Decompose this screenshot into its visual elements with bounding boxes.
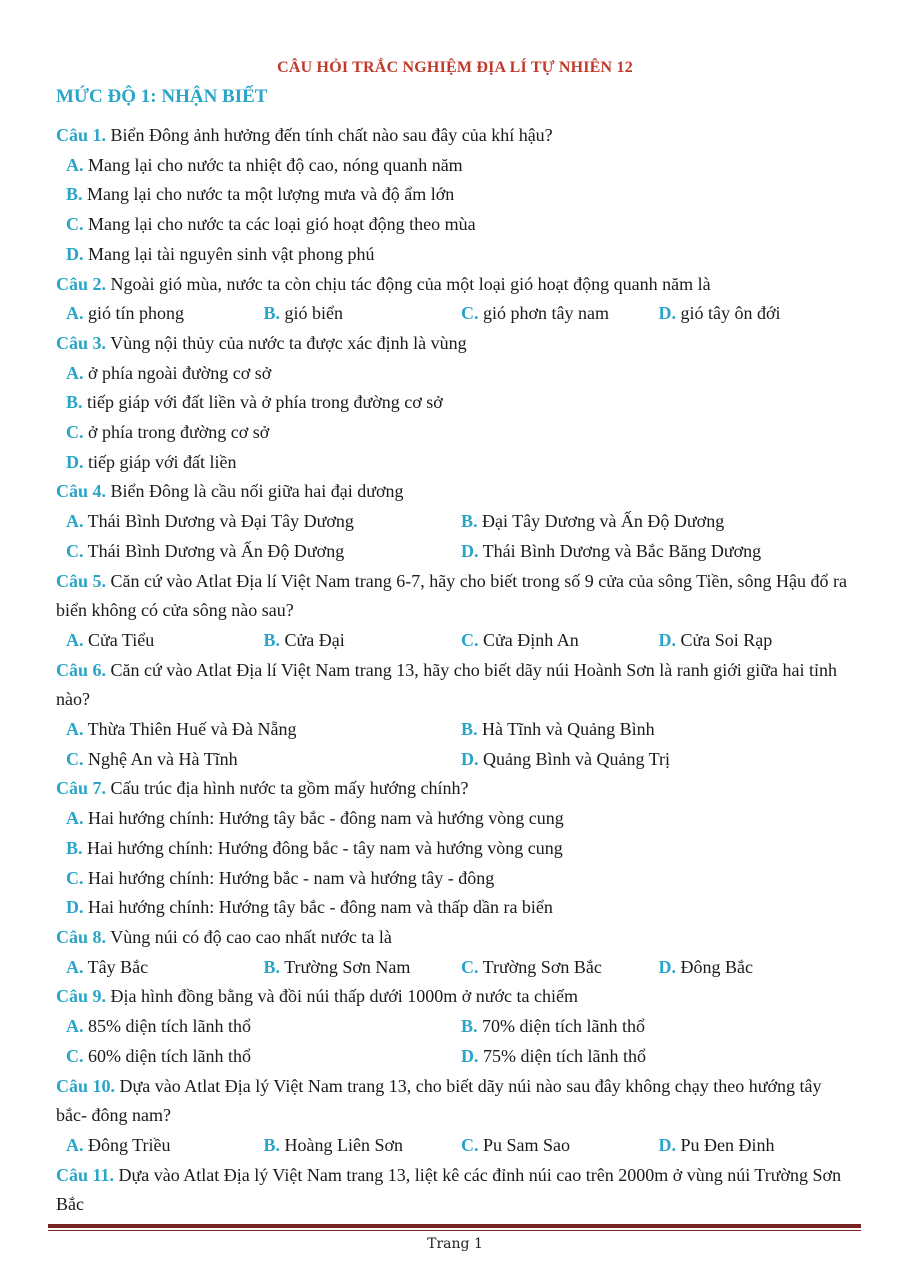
question-text: Địa hình đồng bằng và đồi núi thấp dưới 1000m ở nước ta chiếm <box>106 986 579 1007</box>
question-text: Căn cứ vào Atlat Địa lí Việt Nam trang 13, hãy cho biết dãy núi Hoành Sơn là ranh giới giữa hai tỉnh nào? <box>56 659 838 710</box>
answer-option <box>66 715 461 745</box>
question-text: Biển Đông ảnh hưởng đến tính chất nào sau đây của khí hậu? <box>106 125 553 145</box>
question-number: Câu 6. <box>56 659 107 680</box>
answer-options <box>56 804 856 923</box>
question <box>56 1072 856 1131</box>
option-letter: A. <box>66 1016 84 1037</box>
question <box>56 270 856 300</box>
option-letter: D. <box>66 243 84 264</box>
answer-option <box>66 893 553 923</box>
option-letter: C. <box>66 540 84 561</box>
option-text: gió biển <box>280 303 344 324</box>
option-text: tiếp giáp với đất liền và ở phía trong đường cơ sở <box>82 392 443 413</box>
option-row <box>56 418 856 448</box>
question-number: Câu 11. <box>56 1164 115 1185</box>
option-row <box>56 448 856 478</box>
footer-rule-thin <box>48 1230 861 1231</box>
option-text: Đông Triều <box>83 1134 171 1155</box>
option-text: 75% diện tích lãnh thổ <box>478 1045 646 1066</box>
option-letter: C. <box>66 1045 84 1066</box>
option-row <box>56 151 856 181</box>
option-letter: B. <box>263 1134 281 1155</box>
question-text: Vùng núi có độ cao cao nhất nước ta là <box>106 926 392 947</box>
answer-option <box>461 1042 856 1072</box>
question-number: Câu 2. <box>56 273 107 294</box>
option-text: Thừa Thiên Huế và Đà Nẵng <box>83 719 297 740</box>
option-text: gió phơn tây nam <box>478 303 609 324</box>
option-letter: D. <box>658 1134 676 1155</box>
option-letter: B. <box>263 629 281 650</box>
question <box>56 121 856 151</box>
answer-option <box>66 745 461 775</box>
option-text: Hai hướng chính: Hướng tây bắc - đông nam và thấp dần ra biển <box>83 897 553 918</box>
option-text: Đại Tây Dương và Ấn Độ Dương <box>477 511 725 532</box>
option-letter: D. <box>66 897 84 918</box>
question-number: Câu 1. <box>56 125 107 145</box>
option-text: Pu Đen Đinh <box>676 1134 775 1155</box>
answer-option <box>264 299 462 329</box>
option-letter: D. <box>66 451 84 472</box>
option-text: Cửa Đại <box>280 629 345 650</box>
option-letter: A. <box>66 629 84 650</box>
option-text: Thái Bình Dương và Bắc Băng Dương <box>478 540 762 561</box>
answer-option <box>659 1131 857 1161</box>
answer-options <box>56 507 856 566</box>
option-letter: A. <box>66 719 84 740</box>
option-letter: B. <box>66 837 83 858</box>
option-text: Tây Bắc <box>83 956 149 977</box>
option-text: Trường Sơn Nam <box>280 956 411 977</box>
option-row <box>56 388 856 418</box>
question-number: Câu 3. <box>56 332 107 353</box>
question-number: Câu 4. <box>56 481 107 502</box>
question-text: Căn cứ vào Atlat Địa lí Việt Nam trang 6-7, hãy cho biết trong số 9 cửa của sông Tiền, sông Hậu đổ ra biển không có cửa sông nào sau? <box>56 570 847 621</box>
question-text: Biển Đông là cầu nối giữa hai đại dương <box>106 481 404 502</box>
answer-option <box>66 1042 461 1072</box>
answer-option <box>66 1131 264 1161</box>
option-row <box>56 745 856 775</box>
question <box>56 567 856 626</box>
option-text: Thái Bình Dương và Ấn Độ Dương <box>83 540 345 561</box>
answer-option <box>461 626 659 656</box>
option-letter: B. <box>461 1016 478 1037</box>
option-text: tiếp giáp với đất liền <box>83 451 237 472</box>
option-text: 70% diện tích lãnh thổ <box>477 1016 645 1037</box>
answer-option <box>461 1131 659 1161</box>
answer-option <box>66 388 443 418</box>
option-row <box>56 359 856 389</box>
option-text: gió tín phong <box>83 303 185 324</box>
section-heading: MỨC ĐỘ 1: NHẬN BIẾT <box>56 86 268 107</box>
option-letter: C. <box>461 1134 479 1155</box>
option-text: Đông Bắc <box>676 956 753 977</box>
option-text: Cửa Định An <box>478 629 579 650</box>
option-text: Thái Bình Dương và Đại Tây Dương <box>83 511 354 532</box>
option-row <box>56 864 856 894</box>
option-letter: B. <box>66 184 83 205</box>
option-letter: B. <box>263 956 281 977</box>
option-letter: A. <box>66 362 84 383</box>
option-text: Quảng Bình và Quảng Trị <box>478 748 671 769</box>
answer-option <box>66 448 236 478</box>
answer-option <box>461 953 659 983</box>
option-text: Cửa Tiểu <box>83 629 155 650</box>
answer-options <box>56 1131 856 1161</box>
option-letter: C. <box>66 214 84 235</box>
answer-option <box>659 626 857 656</box>
option-text: Mang lại tài nguyên sinh vật phong phú <box>83 243 375 264</box>
option-letter: C. <box>66 422 84 443</box>
question <box>56 923 856 953</box>
option-letter: C. <box>461 956 479 977</box>
option-text: Hai hướng chính: Hướng bắc - nam và hướng tây - đông <box>83 867 495 888</box>
option-row <box>56 834 856 864</box>
answer-options <box>56 626 856 656</box>
option-row <box>56 210 856 240</box>
option-letter: A. <box>66 1134 84 1155</box>
option-letter: D. <box>461 748 479 769</box>
option-row <box>56 507 856 537</box>
answer-options <box>56 359 856 478</box>
option-row <box>56 1012 856 1042</box>
question <box>56 1161 856 1220</box>
answer-option <box>66 299 264 329</box>
option-text: Cửa Soi Rạp <box>676 629 773 650</box>
option-text: Hai hướng chính: Hướng tây bắc - đông nam và hướng vòng cung <box>83 808 564 829</box>
answer-option <box>66 210 476 240</box>
option-text: Mang lại cho nước ta các loại gió hoạt động theo mùa <box>83 214 476 235</box>
answer-option <box>66 953 264 983</box>
answer-option <box>66 537 461 567</box>
option-letter: A. <box>66 303 84 324</box>
answer-option <box>264 1131 462 1161</box>
answer-option <box>461 299 659 329</box>
answer-options <box>56 1012 856 1071</box>
answer-option <box>461 745 856 775</box>
answer-option <box>66 240 374 270</box>
answer-option <box>659 953 857 983</box>
question-text: Cấu trúc địa hình nước ta gồm mấy hướng chính? <box>106 778 469 799</box>
option-row <box>56 537 856 567</box>
option-row <box>56 893 856 923</box>
answer-option <box>659 299 857 329</box>
question <box>56 329 856 359</box>
question-text: Vùng nội thủy của nước ta được xác định là vùng <box>106 332 467 353</box>
question-text: Dựa vào Atlat Địa lý Việt Nam trang 13, liệt kê các đỉnh núi cao trên 2000m ở vùng núi Trường Sơn Bắc <box>56 1164 842 1215</box>
option-letter: A. <box>66 808 84 829</box>
question-text: Dựa vào Atlat Địa lý Việt Nam trang 13, cho biết dãy núi nào sau đây không chạy theo hướng tây bắc- đông nam? <box>56 1075 822 1126</box>
answer-option <box>66 180 454 210</box>
answer-options <box>56 151 856 270</box>
question-number: Câu 7. <box>56 778 107 799</box>
option-text: Mang lại cho nước ta nhiệt độ cao, nóng quanh năm <box>83 154 463 175</box>
option-letter: D. <box>461 1045 479 1066</box>
option-text: Trường Sơn Bắc <box>478 956 602 977</box>
answer-option <box>264 626 462 656</box>
answer-options <box>56 299 856 329</box>
option-letter: B. <box>66 392 83 413</box>
answer-option <box>66 834 563 864</box>
answer-option <box>461 507 856 537</box>
question-number: Câu 5. <box>56 570 107 591</box>
option-text: ở phía ngoài đường cơ sở <box>83 362 272 383</box>
option-text: Hai hướng chính: Hướng đông bắc - tây nam và hướng vòng cung <box>82 837 563 858</box>
question <box>56 774 856 804</box>
option-text: Pu Sam Sao <box>478 1134 571 1155</box>
document-title: CÂU HỎI TRẮC NGHIỆM ĐỊA LÍ TỰ NHIÊN 12 <box>277 59 633 76</box>
question-number: Câu 9. <box>56 986 107 1007</box>
option-text: 60% diện tích lãnh thổ <box>83 1045 251 1066</box>
question-number: Câu 8. <box>56 926 107 947</box>
option-text: Nghệ An và Hà Tĩnh <box>83 748 238 769</box>
answer-option <box>461 537 856 567</box>
answer-options <box>56 953 856 983</box>
option-row <box>56 180 856 210</box>
answer-option <box>66 1012 461 1042</box>
answer-options <box>56 715 856 774</box>
option-letter: B. <box>461 511 478 532</box>
option-letter: D. <box>658 303 676 324</box>
answer-option <box>66 804 564 834</box>
question-number: Câu 10. <box>56 1075 116 1096</box>
option-letter: A. <box>66 511 84 532</box>
answer-option <box>66 626 264 656</box>
option-text: ở phía trong đường cơ sở <box>83 422 270 443</box>
question <box>56 656 856 715</box>
answer-option <box>461 715 856 745</box>
answer-option <box>264 953 462 983</box>
option-row <box>56 804 856 834</box>
option-text: Hà Tĩnh và Quảng Bình <box>477 719 655 740</box>
option-letter: C. <box>461 303 479 324</box>
option-letter: C. <box>66 867 84 888</box>
answer-option <box>66 418 269 448</box>
option-text: Hoàng Liên Sơn <box>280 1134 404 1155</box>
option-row <box>56 1131 856 1161</box>
page-number: Trang 1 <box>427 1236 483 1252</box>
option-letter: D. <box>658 956 676 977</box>
option-text: Mang lại cho nước ta một lượng mưa và độ ẩm lớn <box>82 184 455 205</box>
footer-rule <box>48 1224 861 1228</box>
question-list <box>56 121 856 1220</box>
question <box>56 477 856 507</box>
option-text: gió tây ôn đới <box>676 303 781 324</box>
answer-option <box>66 864 494 894</box>
option-row <box>56 715 856 745</box>
option-letter: C. <box>461 629 479 650</box>
answer-option <box>66 507 461 537</box>
option-letter: A. <box>66 956 84 977</box>
question-text: Ngoài gió mùa, nước ta còn chịu tác động của một loại gió hoạt động quanh năm là <box>106 273 711 294</box>
answer-option <box>461 1012 856 1042</box>
option-letter: B. <box>263 303 281 324</box>
option-letter: A. <box>66 154 84 175</box>
option-row <box>56 240 856 270</box>
option-row <box>56 953 856 983</box>
option-letter: D. <box>658 629 676 650</box>
option-letter: C. <box>66 748 84 769</box>
question <box>56 982 856 1012</box>
option-text: 85% diện tích lãnh thổ <box>83 1016 251 1037</box>
option-row <box>56 1042 856 1072</box>
answer-option <box>66 151 463 181</box>
answer-option <box>66 359 271 389</box>
option-row <box>56 299 856 329</box>
option-letter: B. <box>461 719 478 740</box>
option-row <box>56 626 856 656</box>
option-letter: D. <box>461 540 479 561</box>
